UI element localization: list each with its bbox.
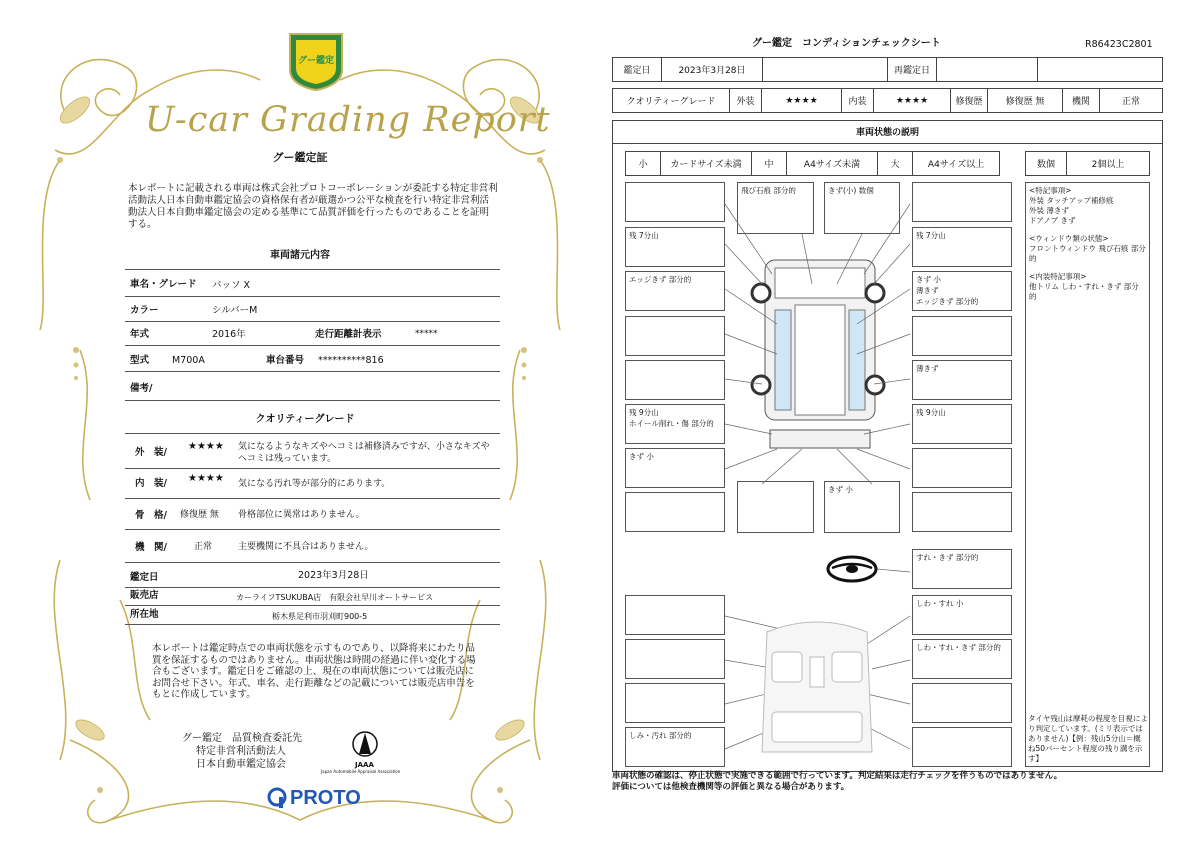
remarks-line: <内装特記事項> — [1029, 272, 1087, 281]
remarks-line — [1029, 264, 1146, 272]
odometer-value: ***** — [415, 329, 438, 339]
proto-mark-icon — [266, 787, 288, 809]
chassis-label: 車台番号 — [266, 355, 305, 366]
name-label: 車名・グレード — [130, 279, 197, 290]
divider — [125, 433, 500, 434]
divider — [125, 624, 500, 625]
report-title: U-car Grading Report — [145, 100, 551, 140]
condition-box: エッジきず 部分的 — [625, 271, 725, 311]
divider — [125, 605, 500, 606]
footer-line-2: 評価については他検査機関等の評価と異なる場合があります。 — [612, 782, 850, 792]
condition-box: きず 小 薄きず エッジきず 部分的 — [912, 271, 1012, 311]
condition-box — [625, 595, 725, 635]
quality-header: クオリティーグレード — [255, 414, 355, 425]
repair-value: 修復歴 無 — [987, 88, 1063, 113]
divider — [125, 529, 500, 530]
legend-mid: 中 — [751, 151, 787, 176]
interior-label: 内 装/ — [135, 478, 167, 489]
footer-line-1: 車両状態の確認は、停止状態で実施できる範囲で行っています。判定結果は走行チェックを伴うものではありません。 — [612, 771, 1063, 781]
org-line-3: 日本自動車鑑定協会 — [196, 759, 286, 770]
address-label: 所在地 — [130, 609, 159, 620]
description-header: 車両状態の説明 — [612, 120, 1163, 144]
proto-logo — [266, 785, 376, 811]
date-label: 鑑定日 — [130, 572, 159, 583]
reinspect-label-cell: 再鑑定日 — [887, 57, 937, 82]
divider — [125, 345, 500, 346]
date-label-cell: 鑑定日 — [612, 57, 662, 82]
engine-text: 主要機関に不具合はありません。 — [238, 542, 374, 552]
spec-header: 車両諸元内容 — [270, 250, 330, 261]
interior-text: 気になる汚れ等が部分的にあります。 — [238, 479, 391, 489]
legend-count-desc: 2個以上 — [1066, 151, 1150, 176]
address-value: 栃木県足利市羽刈町900-5 — [272, 612, 368, 621]
exterior-label: 外 装/ — [135, 447, 167, 458]
blank-cell — [762, 57, 888, 82]
condition-box — [912, 727, 1012, 767]
sheet-title: グー鑑定 コンディションチェックシート — [752, 38, 941, 49]
legend-mid-desc: A4サイズ未満 — [786, 151, 878, 176]
divider — [125, 498, 500, 499]
name-value: パッソ X — [212, 280, 251, 291]
repair-label: 修復歴 — [950, 88, 988, 113]
goo-kantei-logo — [286, 30, 346, 92]
remarks-line: <特記事項> — [1029, 186, 1072, 195]
org-line-2: 特定非営利活動法人 — [196, 746, 286, 757]
remarks-line: ドアノブ きず — [1029, 216, 1076, 225]
condition-box: 飛び石痕 部分的 — [737, 182, 814, 234]
frame-label: 骨 格/ — [135, 510, 167, 521]
remarks-line: 外装 薄きず — [1029, 206, 1069, 215]
condition-box — [625, 683, 725, 723]
model-label: 型式 — [130, 355, 150, 366]
engine-label: 機 関/ — [135, 542, 167, 553]
blank-cell — [1037, 57, 1163, 82]
condition-box: 残 9分山 — [912, 404, 1012, 444]
condition-box: きず 小 — [824, 481, 900, 533]
legend-large: 大 — [877, 151, 913, 176]
remarks-line: 外装 タッチアップ補修痕 — [1029, 196, 1114, 205]
divider — [125, 296, 500, 297]
notes-label: 備考/ — [130, 383, 153, 394]
divider — [125, 371, 500, 372]
intro-text: 本レポートに記載される車両は株式会社プロトコーポレーションが委託する特定非営利活動法人日本自動車鑑定協会の資格保有者が厳選かつ公平な検査を行い特定非営利活動法人日本自動車鑑定協会の定める基準にて品質評価を行ったものであることを証明する。 — [128, 183, 498, 230]
interior-label: 内装 — [841, 88, 874, 113]
jaaa-text: JAAA — [355, 761, 374, 769]
remarks-panel — [1025, 182, 1150, 767]
color-label: カラー — [130, 305, 159, 316]
condition-box: 残 9分山 ホイール削れ・傷 部分的 — [625, 404, 725, 444]
interior-stars: ★★★★ — [188, 473, 224, 484]
condition-box: しわ・すれ 小 — [912, 595, 1012, 635]
remarks-line — [1029, 226, 1146, 234]
divider — [125, 269, 500, 270]
condition-box: 残 7分山 — [912, 227, 1012, 267]
condition-box: 残 7分山 — [625, 227, 725, 267]
quality-grade-label: クオリティーグレード — [612, 88, 730, 113]
shop-value: カーライフTSUKUBA店 有限会社早川オートサービス — [236, 593, 434, 602]
condition-box: きず(小) 数個 — [824, 182, 900, 234]
steering-wheel-icon — [826, 554, 878, 584]
legend-small-desc: カードサイズ未満 — [660, 151, 752, 176]
divider — [125, 400, 500, 401]
jaaa-emblem-icon — [335, 728, 395, 762]
chassis-value: **********816 — [318, 355, 384, 366]
org-line-1: グー鑑定 品質検査委託先 — [182, 733, 302, 744]
condition-box — [625, 639, 725, 679]
condition-box: 薄きず — [912, 360, 1012, 400]
jaaa-logo — [321, 728, 401, 778]
condition-box: しみ・汚れ 部分的 — [625, 727, 725, 767]
frame-text: 骨格部位に異常はありません。 — [238, 510, 365, 520]
exterior-stars: ★★★★ — [761, 88, 842, 113]
model-value: M700A — [172, 355, 205, 366]
engine-value: 正常 — [1099, 88, 1163, 113]
interior-stars: ★★★★ — [873, 88, 951, 113]
date-value-cell: 2023年3月28日 — [661, 57, 763, 82]
remarks-line: 他トリム しわ・すれ・きず 部分的 — [1029, 282, 1139, 301]
condition-box: きず 小 — [625, 448, 725, 488]
exterior-label: 外装 — [729, 88, 762, 113]
year-value: 2016年 — [212, 329, 246, 340]
condition-box: すれ・きず 部分的 — [912, 549, 1012, 589]
certificate-title: グー鑑定証 — [272, 151, 328, 164]
engine-value: 正常 — [194, 542, 213, 552]
condition-box: しわ・すれ・きず 部分的 — [912, 639, 1012, 679]
divider — [125, 587, 500, 588]
date-value: 2023年3月28日 — [298, 570, 369, 581]
color-value: シルバーM — [212, 305, 258, 316]
logo-text: グー鑑定 — [297, 56, 334, 66]
legend-count: 数個 — [1025, 151, 1067, 176]
disclaimer-text: 本レポートは鑑定時点での車両状態を示すものであり、以降将来にわたり品質を保証するものではありません。車両状態は時間の経過に伴い変化する場合もございます。鑑定日をご確認の上、現在の車両状態については販売店にお問合せ下さい。年式、車名、走行距離などの記載については販売店申告をもとに作成しています。 — [152, 643, 476, 701]
engine-label: 機関 — [1062, 88, 1100, 113]
legend-large-desc: A4サイズ以上 — [912, 151, 1000, 176]
frame-value: 修復歴 無 — [180, 510, 219, 520]
condition-box — [912, 683, 1012, 723]
car-interior-diagram — [752, 612, 882, 762]
sheet-id: R86423C2801 — [1085, 39, 1153, 50]
shop-label: 販売店 — [130, 590, 159, 601]
divider — [125, 468, 500, 469]
exterior-text: 気になるようなキズやヘコミは補修済みですが、小さなキズやヘコミは残っています。 — [238, 442, 490, 464]
year-label: 年式 — [130, 329, 150, 340]
reinspect-value-cell — [936, 57, 1038, 82]
remarks-line: <ウィンドウ類の状態> — [1029, 234, 1109, 243]
odometer-label: 走行距離計表示 — [315, 329, 382, 340]
remarks-line: フロントウィンドウ 飛び石痕 部分的 — [1029, 244, 1146, 263]
legend-small: 小 — [625, 151, 661, 176]
exterior-stars: ★★★★ — [188, 441, 224, 452]
proto-text: PROTO — [290, 787, 361, 809]
jaaa-subtext: Japan Automobile Appraisal Association — [321, 769, 401, 774]
tire-note: タイヤ残山は摩耗の程度を目視により判定しています。(ミリ表示ではありません)【例：残山5分山＝概ね50パーセント程度の残り溝を示す】 — [1028, 714, 1148, 763]
divider — [125, 321, 500, 322]
divider — [125, 562, 500, 563]
